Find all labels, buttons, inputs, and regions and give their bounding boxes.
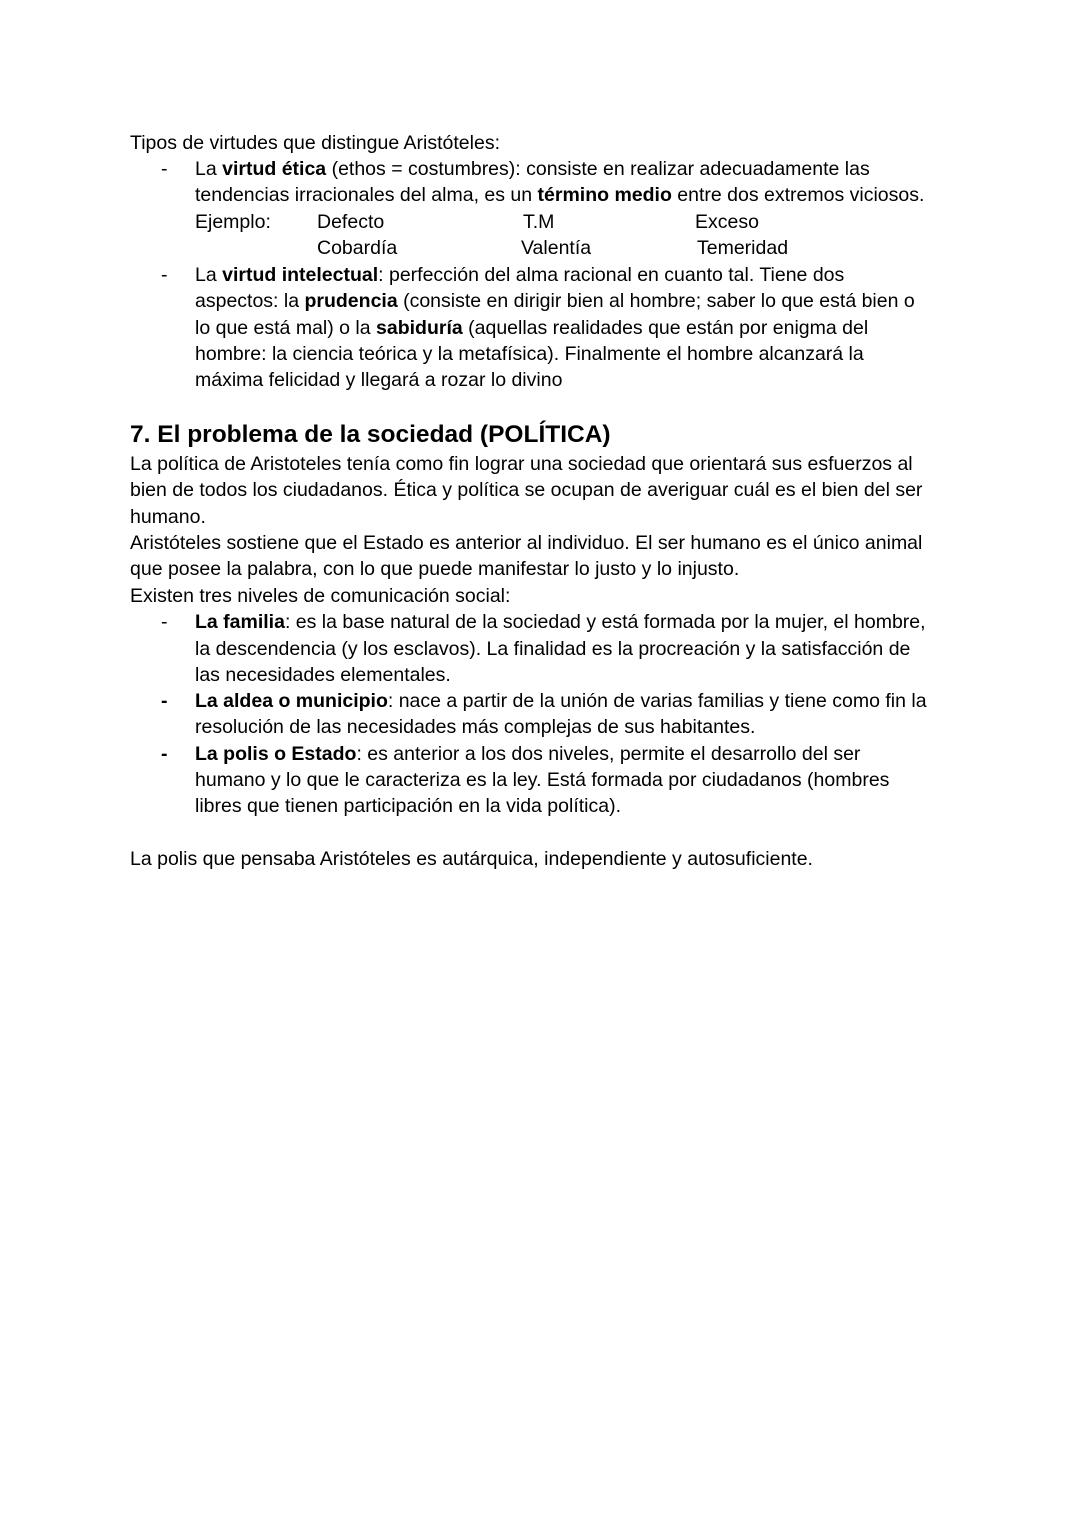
familia-line-3: las necesidades elementales.	[195, 664, 451, 686]
term-aldea: La aldea o municipio	[195, 690, 388, 712]
para2-line-2: que posee la palabra, con lo que puede manifestar lo justo y lo injusto.	[130, 558, 740, 580]
familia-line-2: la descendencia (y los esclavos). La finalidad es la procreación y la satisfacción de	[195, 638, 911, 660]
virtud-intelectual-line-4: hombre: la ciencia teórica y la metafísica). Finalmente el hombre alcanzará la	[195, 343, 864, 365]
bullet-dash: -	[161, 743, 168, 765]
virtud-intelectual-line-3: lo que está mal) o la sabiduría (aquellas realidades que están por enigma del	[195, 317, 869, 339]
example-cell-valentia: Valentía	[521, 237, 592, 259]
virtud-intelectual-line-1: La virtud intelectual: perfección del alma racional en cuanto tal. Tiene dos	[195, 264, 845, 286]
bullet-dash: -	[161, 264, 168, 286]
example-label: Ejemplo:	[195, 211, 271, 233]
example-header-defecto: Defecto	[317, 211, 385, 233]
para1-line-2: bien de todos los ciudadanos. Ética y política se ocupan de averiguar cuál es el bien del ser	[130, 479, 923, 501]
intro-text: Tipos de virtudes que distingue Aristóteles:	[130, 132, 500, 154]
example-header-exceso: Exceso	[695, 211, 759, 233]
section-title: 7. El problema de la sociedad (POLÍTICA)	[130, 421, 611, 448]
virtud-intelectual-line-2: aspectos: la prudencia (consiste en dirigir bien al hombre; saber lo que está bien o	[195, 290, 915, 312]
virtud-intelectual-line-5: máxima felicidad y llegará a rozar lo divino	[195, 369, 563, 391]
para1-line-3: humano.	[130, 506, 206, 528]
term-termino-medio: término medio	[537, 184, 672, 206]
para2-line-1: Aristóteles sostiene que el Estado es anterior al individuo. El ser humano es el único animal	[130, 532, 923, 554]
para2-line-3: Existen tres niveles de comunicación social:	[130, 585, 511, 607]
example-cell-cobardia: Cobardía	[317, 237, 398, 259]
polis-line-1: La polis o Estado: es anterior a los dos niveles, permite el desarrollo del ser	[195, 743, 861, 765]
bullet-dash: -	[161, 158, 168, 180]
aldea-line-1: La aldea o municipio: nace a partir de la unión de varias familias y tiene como fin la	[195, 690, 927, 712]
term-virtud-etica: virtud ética	[222, 158, 327, 180]
polis-line-3: libres que tienen participación en la vida política).	[195, 795, 622, 817]
polis-line-2: humano y lo que le caracteriza es la ley. Está formada por ciudadanos (hombres	[195, 769, 890, 791]
term-prudencia: prudencia	[304, 290, 398, 312]
bullet-dash: -	[161, 611, 168, 633]
bullet-dash: -	[161, 690, 168, 712]
virtud-etica-line-1: La virtud ética (ethos = costumbres): consiste en realizar adecuadamente las	[195, 158, 870, 180]
term-familia: La familia	[195, 611, 285, 633]
term-sabiduria: sabiduría	[376, 317, 463, 339]
aldea-line-2: resolución de las necesidades más complejas de sus habitantes.	[195, 716, 756, 738]
example-cell-temeridad: Temeridad	[697, 237, 789, 259]
example-header-tm: T.M	[523, 211, 555, 233]
term-polis: La polis o Estado	[195, 743, 357, 765]
conclusion-text: La polis que pensaba Aristóteles es autárquica, independiente y autosuficiente.	[130, 848, 813, 870]
virtud-etica-line-2: tendencias irracionales del alma, es un término medio entre dos extremos viciosos.	[195, 184, 925, 206]
para1-line-1: La política de Aristoteles tenía como fin lograr una sociedad que orientará sus esfuerzos al	[130, 453, 913, 475]
term-virtud-intelectual: virtud intelectual	[222, 264, 379, 286]
familia-line-1: La familia: es la base natural de la sociedad y está formada por la mujer, el hombre,	[195, 611, 926, 633]
